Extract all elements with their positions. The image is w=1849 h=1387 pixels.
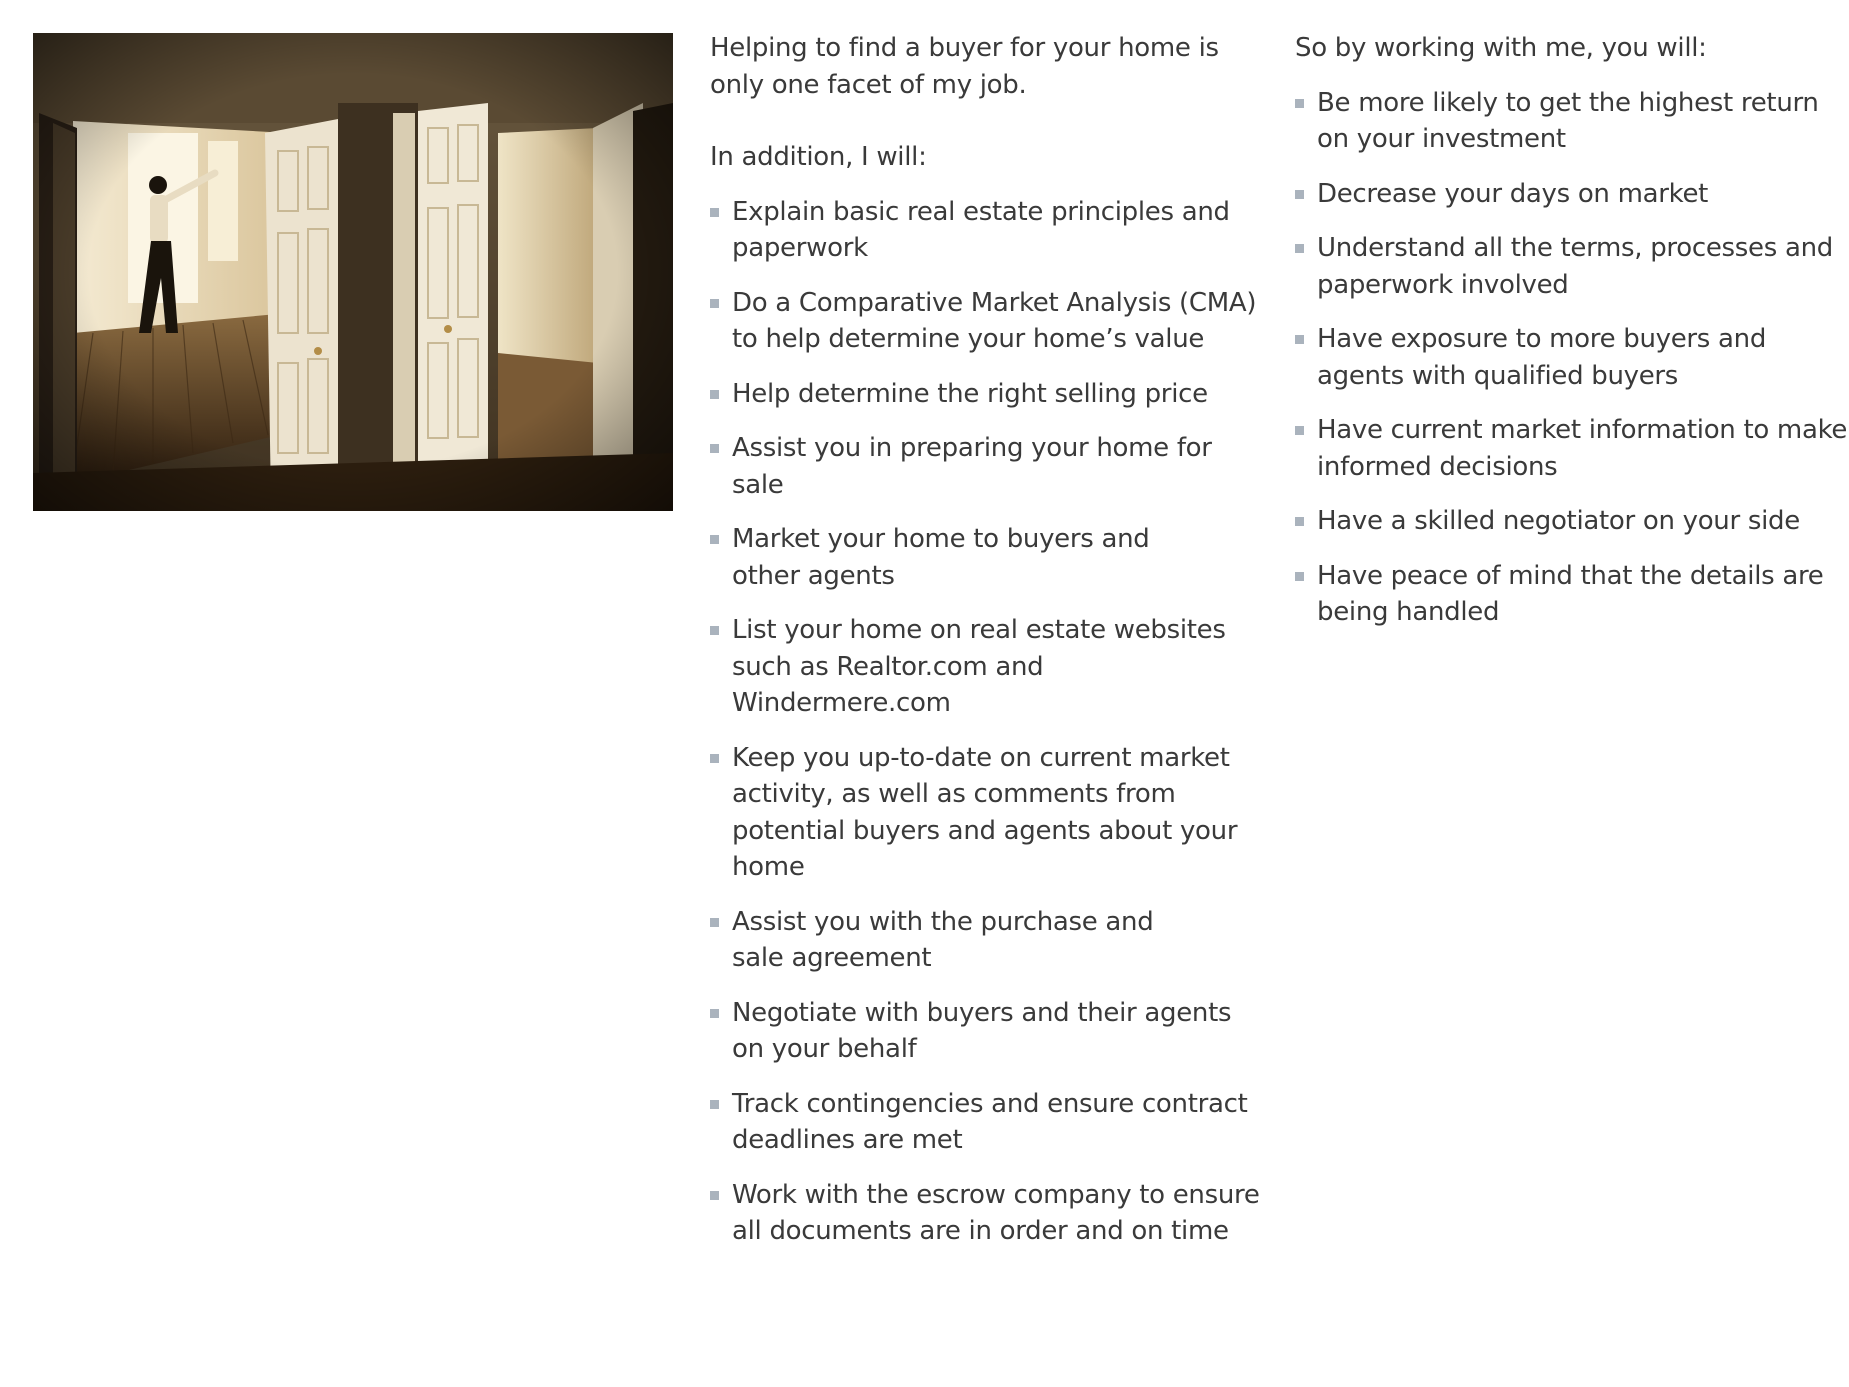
bullet-square-icon — [710, 1009, 719, 1018]
list-item — [1295, 558, 1848, 631]
list-item — [710, 1086, 1265, 1159]
bullet-square-icon — [1295, 190, 1304, 199]
list-item — [710, 285, 1265, 358]
bullet-square-icon — [710, 754, 719, 763]
list-item — [1295, 412, 1848, 485]
list-item — [710, 521, 1265, 594]
bullet-square-icon — [710, 390, 719, 399]
benefits-list — [1295, 85, 1848, 631]
bullet-square-icon — [1295, 572, 1304, 581]
list-item-text: Help determine the right selling price — [732, 378, 1208, 409]
benefits-column — [1295, 30, 1848, 649]
bullet-square-icon — [710, 299, 719, 308]
list-item — [710, 995, 1265, 1068]
bullet-square-icon — [710, 535, 719, 544]
list-item — [1295, 321, 1848, 394]
list-item-text: Decrease your days on market — [1317, 178, 1709, 209]
room-photo — [33, 33, 673, 511]
list-item-text: Have peace of mind that the details are being handled — [1317, 560, 1824, 627]
list-item — [710, 376, 1265, 413]
list-item — [1295, 230, 1848, 303]
list-item-text: Assist you in preparing your home for sale — [732, 433, 1212, 500]
list-item-text: Be more likely to get the highest return on your investment — [1317, 87, 1819, 154]
list-item-text: Explain basic real estate principles and paperwork — [732, 196, 1230, 263]
room-photo-illustration — [33, 33, 673, 511]
intro-text: Helping to find a buyer for your home is only one facet of my job. — [710, 33, 1219, 100]
bullet-square-icon — [710, 208, 719, 217]
bullet-square-icon — [710, 626, 719, 635]
list-item — [710, 612, 1265, 722]
bullet-square-icon — [710, 444, 719, 453]
bullet-square-icon — [710, 1191, 719, 1200]
list-item-text: Do a Comparative Market Analysis (CMA) to help determine your home’s value — [732, 287, 1257, 354]
list-item-text: Have exposure to more buyers and agents with qualified buyers — [1317, 324, 1767, 391]
services-lead-in: In addition, I will: — [710, 142, 927, 172]
list-item — [710, 1177, 1265, 1250]
list-item-text: Have a skilled negotiator on your side — [1317, 506, 1800, 536]
bullet-square-icon — [710, 918, 719, 927]
list-item-text: Keep you up-to-date on current market activity, as well as comments from potential buyers and agents about your home — [732, 742, 1238, 882]
bullet-square-icon — [1295, 426, 1304, 435]
list-item-text: Negotiate with buyers and their agents on your behalf — [732, 997, 1232, 1064]
list-item-text: Have current market information to make informed decisions — [1317, 415, 1848, 482]
list-item — [710, 194, 1265, 267]
bullet-square-icon — [1295, 99, 1304, 108]
services-list — [710, 194, 1265, 1250]
list-item — [1295, 85, 1848, 158]
list-item — [710, 740, 1265, 886]
bullet-square-icon — [1295, 335, 1304, 344]
list-item — [710, 430, 1265, 503]
bullet-square-icon — [1295, 244, 1304, 253]
list-item — [710, 904, 1265, 977]
list-item-text: List your home on real estate websites such as Realtor.com and Windermere.com — [732, 615, 1226, 718]
list-item-text: Work with the escrow company to ensure all documents are in order and on time — [732, 1179, 1260, 1246]
list-item — [1295, 176, 1848, 213]
services-column — [710, 30, 1265, 1268]
list-item-text: Assist you with the purchase and sale agreement — [732, 906, 1154, 973]
list-item-text: Market your home to buyers and other agents — [732, 524, 1150, 591]
bullet-square-icon — [710, 1100, 719, 1109]
bullet-square-icon — [1295, 517, 1304, 526]
list-item — [1295, 503, 1848, 540]
benefits-lead-in: So by working with me, you will: — [1295, 33, 1707, 63]
list-item-text: Track contingencies and ensure contract deadlines are met — [732, 1088, 1248, 1155]
list-item-text: Understand all the terms, processes and paperwork involved — [1317, 233, 1833, 300]
